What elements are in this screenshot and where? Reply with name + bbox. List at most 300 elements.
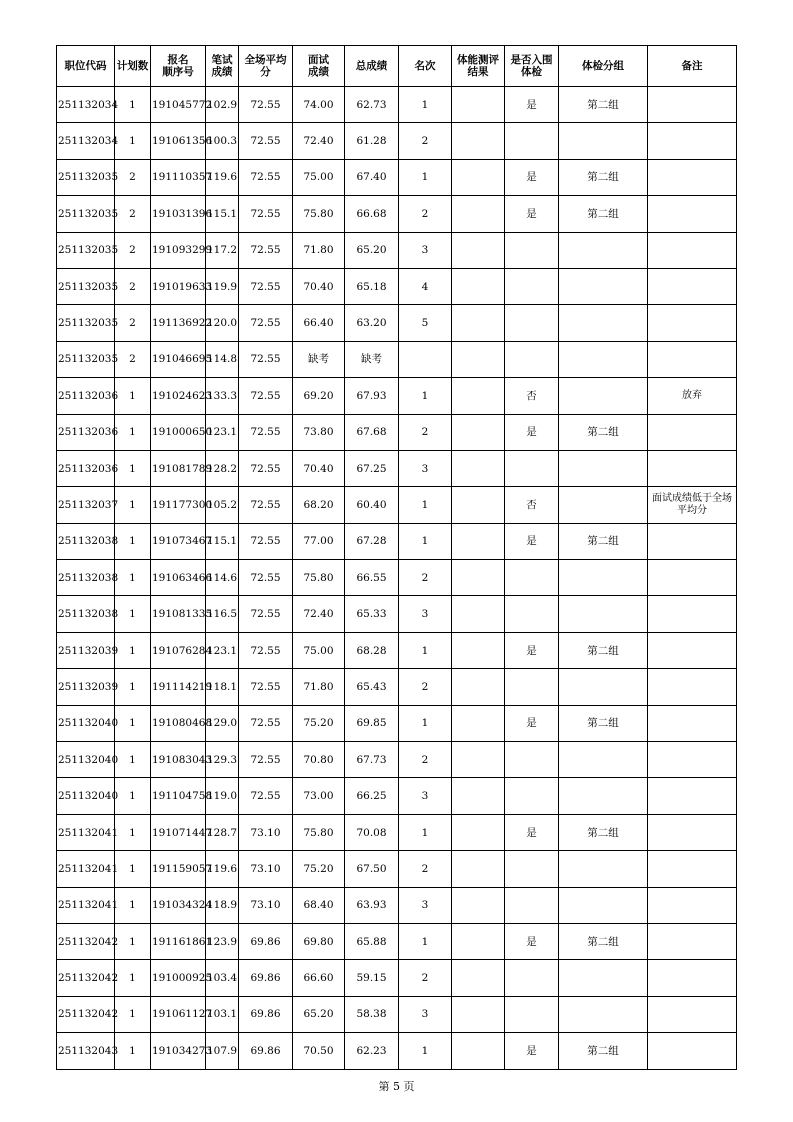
cell-registration-number: 191000650 [151,414,206,450]
cell-registration-number: 191080468 [151,705,206,741]
cell-plan-count: 2 [115,305,151,341]
cell-interview-score: 75.80 [293,560,345,596]
cell-registration-number: 191045772 [151,87,206,123]
cell-registration-number: 191071447 [151,814,206,850]
cell-medical-check [505,232,559,268]
cell-remarks: 面试成绩低于全场平均分 [648,487,737,523]
cell-rank: 1 [399,923,452,959]
cell-medical-group [559,450,648,486]
cell-total-score: 65.33 [345,596,399,632]
cell-total-score: 63.93 [345,887,399,923]
cell-interview-score: 75.20 [293,851,345,887]
cell-total-score: 66.68 [345,196,399,232]
cell-rank: 1 [399,159,452,195]
cell-plan-count: 1 [115,705,151,741]
cell-interview-score: 66.60 [293,960,345,996]
cell-fitness-result [452,887,505,923]
cell-plan-count: 1 [115,960,151,996]
cell-remarks [648,305,737,341]
cell-position-code: 251132038 [57,560,115,596]
cell-plan-count: 1 [115,87,151,123]
cell-rank: 1 [399,487,452,523]
cell-medical-group [559,960,648,996]
header-row [57,46,737,87]
cell-medical-group [559,305,648,341]
cell-remarks [648,705,737,741]
cell-registration-number: 191083043 [151,742,206,778]
cell-remarks [648,814,737,850]
cell-position-code: 251132038 [57,523,115,559]
table-row [57,1033,737,1069]
cell-remarks [648,923,737,959]
cell-medical-check: 是 [505,923,559,959]
table-row [57,996,737,1032]
cell-medical-check [505,669,559,705]
cell-average-score: 73.10 [239,814,293,850]
cell-written-score: 107.9 [206,1033,239,1069]
cell-registration-number: 191031396 [151,196,206,232]
cell-registration-number: 191104758 [151,778,206,814]
cell-remarks [648,1033,737,1069]
cell-position-code: 251132034 [57,123,115,159]
cell-fitness-result [452,159,505,195]
cell-medical-check: 是 [505,705,559,741]
table-row [57,960,737,996]
cell-average-score: 72.55 [239,159,293,195]
cell-interview-score: 68.20 [293,487,345,523]
cell-medical-check [505,596,559,632]
column-header-rank: 名次 [399,46,452,87]
column-header-medical-group: 体检分组 [559,46,648,87]
cell-fitness-result [452,414,505,450]
cell-average-score: 69.86 [239,923,293,959]
cell-registration-number: 191061127 [151,996,206,1032]
cell-interview-score: 75.00 [293,159,345,195]
cell-medical-group: 第二组 [559,632,648,668]
cell-remarks [648,669,737,705]
column-header-plan-count: 计划数 [115,46,151,87]
cell-average-score: 72.55 [239,305,293,341]
cell-rank: 2 [399,742,452,778]
cell-interview-score: 77.00 [293,523,345,559]
cell-remarks [648,742,737,778]
cell-rank: 1 [399,87,452,123]
table-row [57,887,737,923]
cell-plan-count: 2 [115,341,151,377]
cell-medical-group: 第二组 [559,923,648,959]
cell-average-score: 72.55 [239,268,293,304]
cell-medical-check: 是 [505,196,559,232]
cell-average-score: 72.55 [239,632,293,668]
cell-rank: 2 [399,560,452,596]
page-number: 第 5 页 [378,1080,415,1093]
cell-written-score: 118.1 [206,669,239,705]
cell-total-score: 69.85 [345,705,399,741]
cell-rank: 1 [399,523,452,559]
cell-position-code: 251132034 [57,87,115,123]
cell-medical-check: 是 [505,1033,559,1069]
cell-rank: 3 [399,778,452,814]
cell-plan-count: 1 [115,596,151,632]
cell-position-code: 251132036 [57,378,115,414]
cell-rank: 1 [399,814,452,850]
cell-medical-group [559,560,648,596]
cell-medical-group [559,341,648,377]
cell-average-score: 72.55 [239,341,293,377]
cell-total-score: 63.20 [345,305,399,341]
cell-remarks [648,996,737,1032]
cell-interview-score: 68.40 [293,887,345,923]
cell-plan-count: 1 [115,778,151,814]
cell-total-score: 65.18 [345,268,399,304]
cell-rank: 2 [399,196,452,232]
cell-position-code: 251132038 [57,596,115,632]
cell-fitness-result [452,960,505,996]
table-row [57,560,737,596]
cell-medical-check [505,742,559,778]
cell-remarks [648,450,737,486]
cell-rank: 3 [399,887,452,923]
cell-total-score: 65.88 [345,923,399,959]
cell-registration-number: 191019633 [151,268,206,304]
cell-registration-number: 191024623 [151,378,206,414]
cell-remarks [648,87,737,123]
cell-medical-group: 第二组 [559,705,648,741]
table-row [57,778,737,814]
table-header [57,46,737,87]
table-row [57,632,737,668]
cell-interview-score: 75.80 [293,814,345,850]
cell-medical-group: 第二组 [559,196,648,232]
cell-average-score: 73.10 [239,851,293,887]
cell-fitness-result [452,669,505,705]
cell-fitness-result [452,378,505,414]
cell-registration-number: 191081335 [151,596,206,632]
cell-rank: 1 [399,1033,452,1069]
cell-average-score: 72.55 [239,196,293,232]
cell-fitness-result [452,596,505,632]
cell-total-score: 60.40 [345,487,399,523]
cell-written-score: 123.1 [206,414,239,450]
cell-medical-group: 第二组 [559,414,648,450]
cell-interview-score: 75.00 [293,632,345,668]
cell-average-score: 69.86 [239,996,293,1032]
cell-written-score: 119.6 [206,851,239,887]
cell-written-score: 119.9 [206,268,239,304]
cell-average-score: 72.55 [239,232,293,268]
cell-total-score: 65.20 [345,232,399,268]
cell-written-score: 117.2 [206,232,239,268]
cell-registration-number: 191093299 [151,232,206,268]
cell-average-score: 69.86 [239,960,293,996]
cell-total-score: 67.28 [345,523,399,559]
cell-position-code: 251132035 [57,159,115,195]
cell-plan-count: 1 [115,851,151,887]
cell-total-score: 67.50 [345,851,399,887]
cell-total-score: 缺考 [345,341,399,377]
table-body [57,87,737,1070]
cell-total-score: 66.25 [345,778,399,814]
cell-registration-number: 191159057 [151,851,206,887]
column-header-written-score: 笔试 成绩 [206,46,239,87]
cell-rank: 5 [399,305,452,341]
cell-fitness-result [452,851,505,887]
cell-medical-check [505,341,559,377]
cell-interview-score: 缺考 [293,341,345,377]
cell-fitness-result [452,123,505,159]
cell-interview-score: 74.00 [293,87,345,123]
cell-interview-score: 69.80 [293,923,345,959]
column-header-registration-number: 报名 顺序号 [151,46,206,87]
cell-interview-score: 75.80 [293,196,345,232]
cell-medical-group [559,487,648,523]
cell-written-score: 105.2 [206,487,239,523]
cell-position-code: 251132039 [57,669,115,705]
cell-medical-group [559,669,648,705]
cell-total-score: 67.68 [345,414,399,450]
cell-interview-score: 71.80 [293,669,345,705]
cell-written-score: 103.1 [206,996,239,1032]
cell-fitness-result [452,305,505,341]
cell-average-score: 72.55 [239,450,293,486]
cell-plan-count: 1 [115,887,151,923]
column-header-average-score: 全场平均 分 [239,46,293,87]
cell-fitness-result [452,814,505,850]
cell-medical-group [559,378,648,414]
cell-medical-check [505,123,559,159]
cell-remarks [648,232,737,268]
cell-interview-score: 70.40 [293,450,345,486]
cell-interview-score: 70.80 [293,742,345,778]
cell-position-code: 251132041 [57,887,115,923]
cell-plan-count: 1 [115,742,151,778]
cell-fitness-result [452,523,505,559]
cell-medical-group [559,268,648,304]
cell-plan-count: 1 [115,523,151,559]
cell-medical-group [559,742,648,778]
cell-written-score: 102.9 [206,87,239,123]
cell-rank: 3 [399,596,452,632]
cell-plan-count: 1 [115,414,151,450]
cell-position-code: 251132035 [57,341,115,377]
cell-fitness-result [452,778,505,814]
cell-position-code: 251132041 [57,814,115,850]
cell-medical-group [559,232,648,268]
cell-position-code: 251132042 [57,923,115,959]
cell-rank: 2 [399,123,452,159]
cell-medical-group [559,851,648,887]
cell-rank: 3 [399,450,452,486]
cell-remarks [648,778,737,814]
cell-fitness-result [452,487,505,523]
cell-medical-group: 第二组 [559,87,648,123]
cell-registration-number: 191110357 [151,159,206,195]
cell-total-score: 58.38 [345,996,399,1032]
cell-medical-check [505,305,559,341]
table-row [57,268,737,304]
cell-medical-group [559,778,648,814]
cell-position-code: 251132040 [57,778,115,814]
table-row [57,232,737,268]
cell-medical-check [505,851,559,887]
cell-medical-check: 是 [505,632,559,668]
cell-written-score: 119.0 [206,778,239,814]
cell-total-score: 66.55 [345,560,399,596]
table-row [57,305,737,341]
cell-remarks [648,632,737,668]
table-row [57,669,737,705]
table-row [57,87,737,123]
cell-remarks [648,123,737,159]
cell-plan-count: 1 [115,378,151,414]
cell-written-score: 120.0 [206,305,239,341]
cell-total-score: 61.28 [345,123,399,159]
cell-rank: 1 [399,378,452,414]
cell-registration-number: 191034324 [151,887,206,923]
cell-fitness-result [452,232,505,268]
cell-position-code: 251132041 [57,851,115,887]
cell-fitness-result [452,341,505,377]
table-row [57,742,737,778]
cell-fitness-result [452,742,505,778]
cell-medical-check [505,450,559,486]
cell-plan-count: 2 [115,232,151,268]
cell-total-score: 67.40 [345,159,399,195]
cell-total-score: 67.73 [345,742,399,778]
cell-average-score: 73.10 [239,887,293,923]
cell-medical-check [505,268,559,304]
cell-interview-score: 70.40 [293,268,345,304]
cell-position-code: 251132042 [57,960,115,996]
cell-position-code: 251132035 [57,268,115,304]
cell-total-score: 62.23 [345,1033,399,1069]
cell-remarks [648,268,737,304]
cell-fitness-result [452,450,505,486]
cell-written-score: 100.3 [206,123,239,159]
cell-interview-score: 73.80 [293,414,345,450]
cell-average-score: 72.55 [239,487,293,523]
cell-written-score: 128.2 [206,450,239,486]
cell-written-score: 129.3 [206,742,239,778]
cell-medical-check [505,996,559,1032]
cell-written-score: 118.9 [206,887,239,923]
cell-position-code: 251132043 [57,1033,115,1069]
cell-position-code: 251132036 [57,414,115,450]
cell-total-score: 70.08 [345,814,399,850]
cell-medical-group [559,596,648,632]
cell-total-score: 68.28 [345,632,399,668]
cell-position-code: 251132039 [57,632,115,668]
cell-medical-check: 否 [505,487,559,523]
cell-plan-count: 1 [115,923,151,959]
cell-medical-group: 第二组 [559,814,648,850]
cell-average-score: 72.55 [239,523,293,559]
cell-medical-group: 第二组 [559,1033,648,1069]
cell-average-score: 72.55 [239,742,293,778]
cell-remarks [648,887,737,923]
cell-plan-count: 2 [115,196,151,232]
cell-remarks [648,960,737,996]
cell-written-score: 115.1 [206,523,239,559]
cell-written-score: 123.1 [206,632,239,668]
cell-rank: 2 [399,669,452,705]
cell-registration-number: 191034273 [151,1033,206,1069]
cell-interview-score: 65.20 [293,996,345,1032]
cell-average-score: 72.55 [239,378,293,414]
table-row [57,923,737,959]
table-row [57,159,737,195]
table-row [57,487,737,523]
cell-average-score: 69.86 [239,1033,293,1069]
cell-rank [399,341,452,377]
cell-remarks: 放弃 [648,378,737,414]
cell-fitness-result [452,560,505,596]
cell-average-score: 72.55 [239,705,293,741]
cell-registration-number: 191136922 [151,305,206,341]
cell-fitness-result [452,996,505,1032]
cell-rank: 2 [399,960,452,996]
cell-written-score: 119.6 [206,159,239,195]
column-header-total-score: 总成绩 [345,46,399,87]
cell-position-code: 251132036 [57,450,115,486]
cell-interview-score: 71.80 [293,232,345,268]
cell-plan-count: 1 [115,1033,151,1069]
cell-position-code: 251132037 [57,487,115,523]
cell-remarks [648,341,737,377]
cell-written-score: 116.5 [206,596,239,632]
cell-interview-score: 72.40 [293,596,345,632]
cell-plan-count: 2 [115,268,151,304]
cell-remarks [648,414,737,450]
cell-average-score: 72.55 [239,123,293,159]
cell-medical-group: 第二组 [559,523,648,559]
cell-position-code: 251132042 [57,996,115,1032]
cell-remarks [648,596,737,632]
cell-remarks [648,159,737,195]
cell-written-score: 128.7 [206,814,239,850]
cell-rank: 3 [399,996,452,1032]
cell-fitness-result [452,705,505,741]
results-table [56,45,737,1070]
table-row [57,378,737,414]
cell-interview-score: 70.50 [293,1033,345,1069]
table-row [57,123,737,159]
cell-average-score: 72.55 [239,669,293,705]
cell-interview-score: 69.20 [293,378,345,414]
cell-interview-score: 72.40 [293,123,345,159]
cell-remarks [648,851,737,887]
cell-registration-number: 191177300 [151,487,206,523]
cell-written-score: 115.1 [206,196,239,232]
cell-medical-group [559,887,648,923]
cell-medical-group [559,996,648,1032]
cell-interview-score: 66.40 [293,305,345,341]
cell-average-score: 72.55 [239,87,293,123]
column-header-interview-score: 面试 成绩 [293,46,345,87]
cell-medical-check: 是 [505,523,559,559]
column-header-medical-check: 是否入围 体检 [505,46,559,87]
table-row [57,523,737,559]
column-header-fitness-result: 体能测评 结果 [452,46,505,87]
cell-position-code: 251132035 [57,196,115,232]
table-row [57,596,737,632]
cell-remarks [648,560,737,596]
cell-plan-count: 1 [115,996,151,1032]
cell-plan-count: 1 [115,450,151,486]
cell-average-score: 72.55 [239,414,293,450]
cell-rank: 2 [399,414,452,450]
cell-position-code: 251132035 [57,232,115,268]
